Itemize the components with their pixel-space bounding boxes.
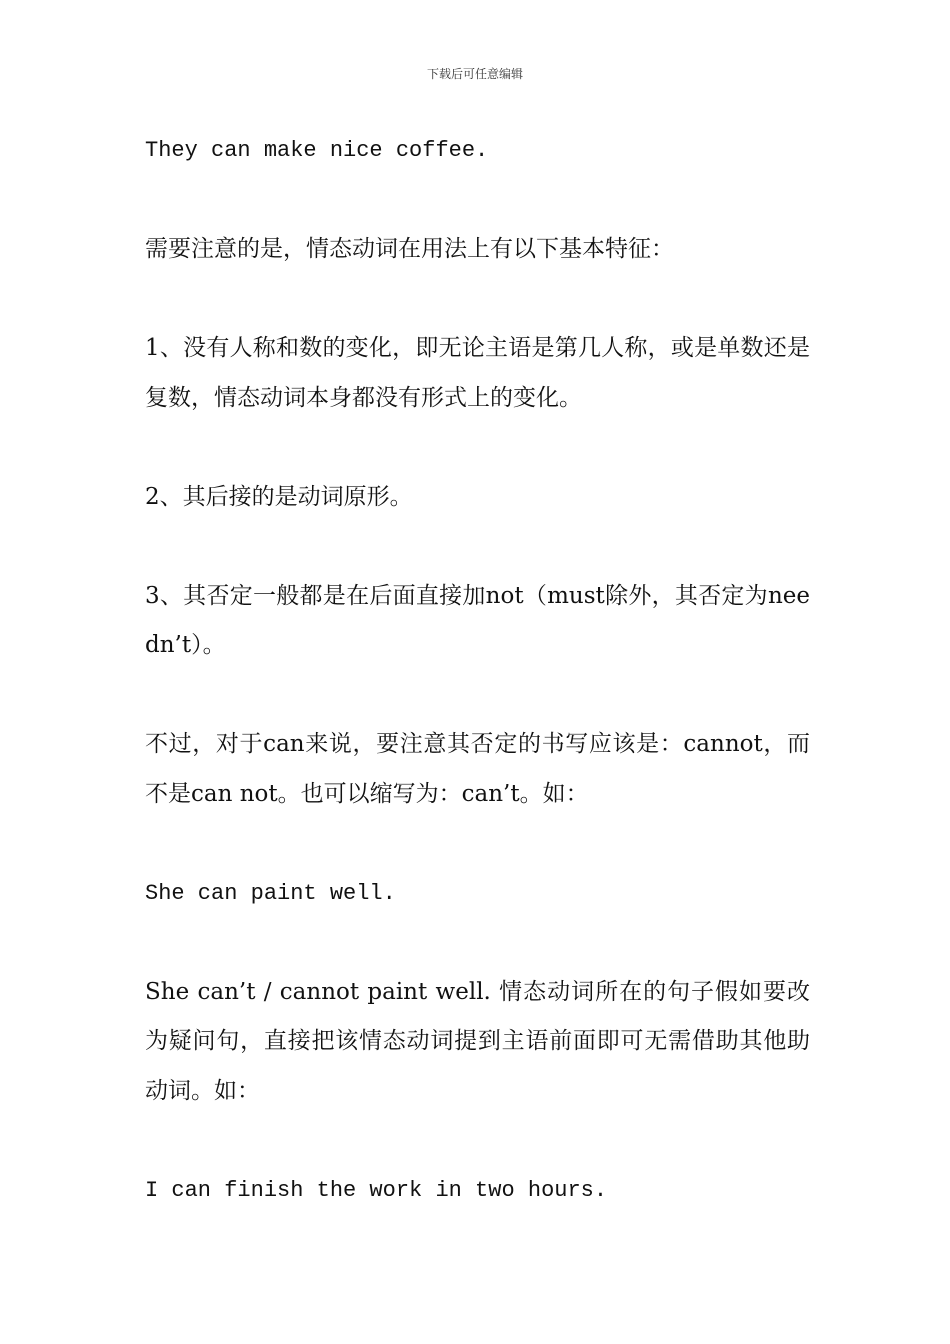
feature-2-paragraph: 2、其后接的是动词原形。: [145, 483, 413, 510]
question-form-paragraph: She can’t / cannot paint well. 情态动词所在的句子假如要改为疑问句，直接把该情态动词提到主语前面即可无需借助其他助动词。如：: [145, 978, 810, 1104]
intro-paragraph: 需要注意的是，情态动词在用法上有以下基本特征：: [145, 236, 674, 262]
feature-3-paragraph: 3、其否定一般都是在后面直接加not（must除外，其否定为needn’t）。: [145, 582, 810, 658]
document-body: [145, 126, 810, 1215]
example-sentence-paint: She can paint well.: [145, 880, 396, 906]
page-header: 下载后可任意编辑: [426, 67, 523, 81]
example-sentence-finish: I can finish the work in two hours.: [145, 1177, 608, 1203]
feature-1-paragraph: 1、没有人称和数的变化，即无论主语是第几人称，或是单数还是复数，情态动词本身都没有形式上的变化。: [145, 335, 810, 411]
example-sentence-coffee: They can make nice coffee.: [145, 138, 489, 163]
cannot-note-paragraph: 不过，对于can来说，要注意其否定的书写应该是：cannot，而不是can not。也可以缩写为：can’t。如：: [145, 731, 810, 807]
